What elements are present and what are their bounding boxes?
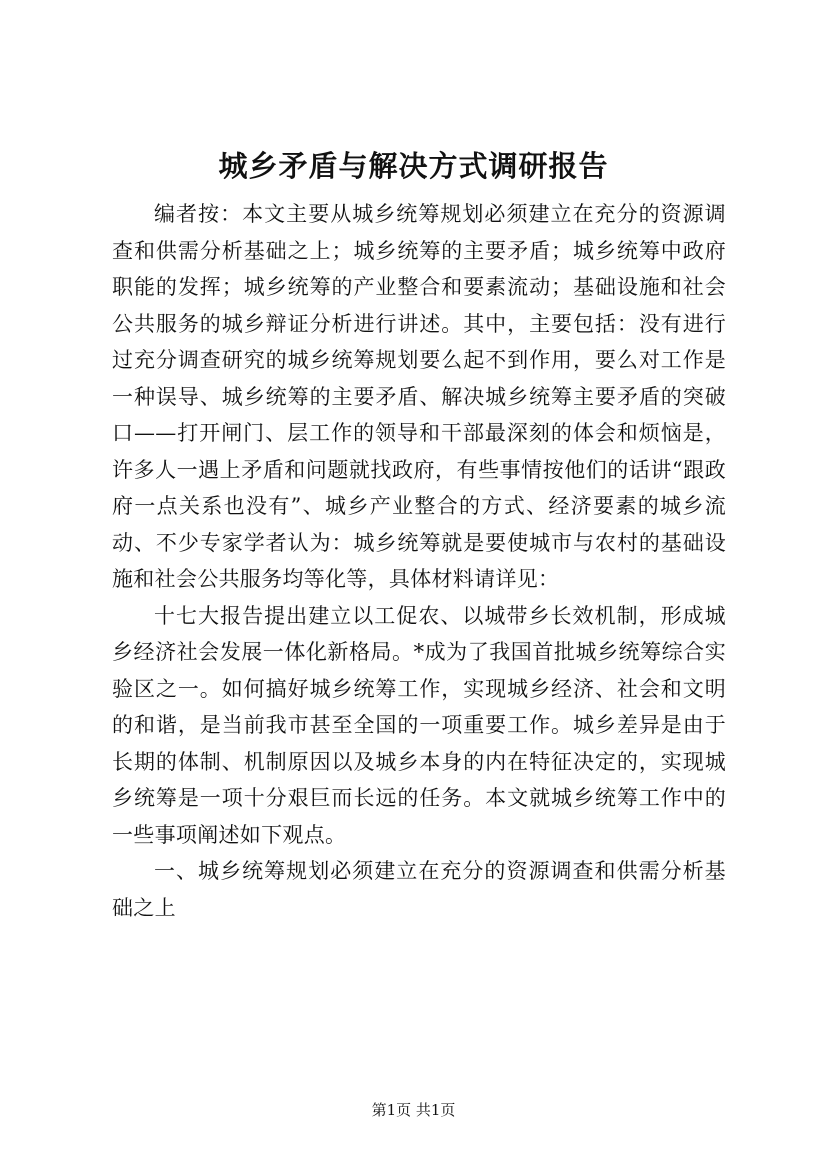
body-paragraph: 十七大报告提出建立以工促农、以城带乡长效机制，形成城乡经济社会发展一体化新格局。*成为了我国首批城乡统筹综合实验区之一。如何搞好城乡统筹工作，实现城乡经济、社会和文明的和谐，是当前我市甚至全国的一项重要工作。城乡差异是由于长期的体制、机制原因以及城乡本身的内在特征决定的，实现城乡统筹是一项十分艰巨而长远的任务。本文就城乡统筹工作中的一些事项阐述如下观点。: [112, 603, 726, 847]
document-body: [112, 196, 726, 926]
page-footer: 第1页 共1页: [371, 1101, 456, 1119]
section-heading-paragraph: 一、城乡统筹规划必须建立在充分的资源调查和供需分析基础之上: [112, 859, 726, 920]
editor-note-paragraph: 编者按：本文主要从城乡统筹规划必须建立在充分的资源调查和供需分析基础之上；城乡统筹的主要矛盾；城乡统筹中政府职能的发挥；城乡统筹的产业整合和要素流动；基础设施和社会公共服务的城乡辩证分析进行讲述。其中，主要包括：没有进行过充分调查研究的城乡统筹规划要么起不到作用，要么对工作是一种误导、城乡统筹的主要矛盾、解决城乡统筹主要矛盾的突破口——打开闸门、层工作的领导和干部最深刻的体会和烦恼是，许多人一遇上矛盾和问题就找政府，有些事情按他们的话讲“跟政府一点关系也没有”、城乡产业整合的方式、经济要素的城乡流动、不少专家学者认为：城乡统筹就是要使城市与农村的基础设施和社会公共服务均等化等，具体材料请详见：: [112, 202, 726, 591]
document-title: 城乡矛盾与解决方式调研报告: [218, 149, 609, 183]
